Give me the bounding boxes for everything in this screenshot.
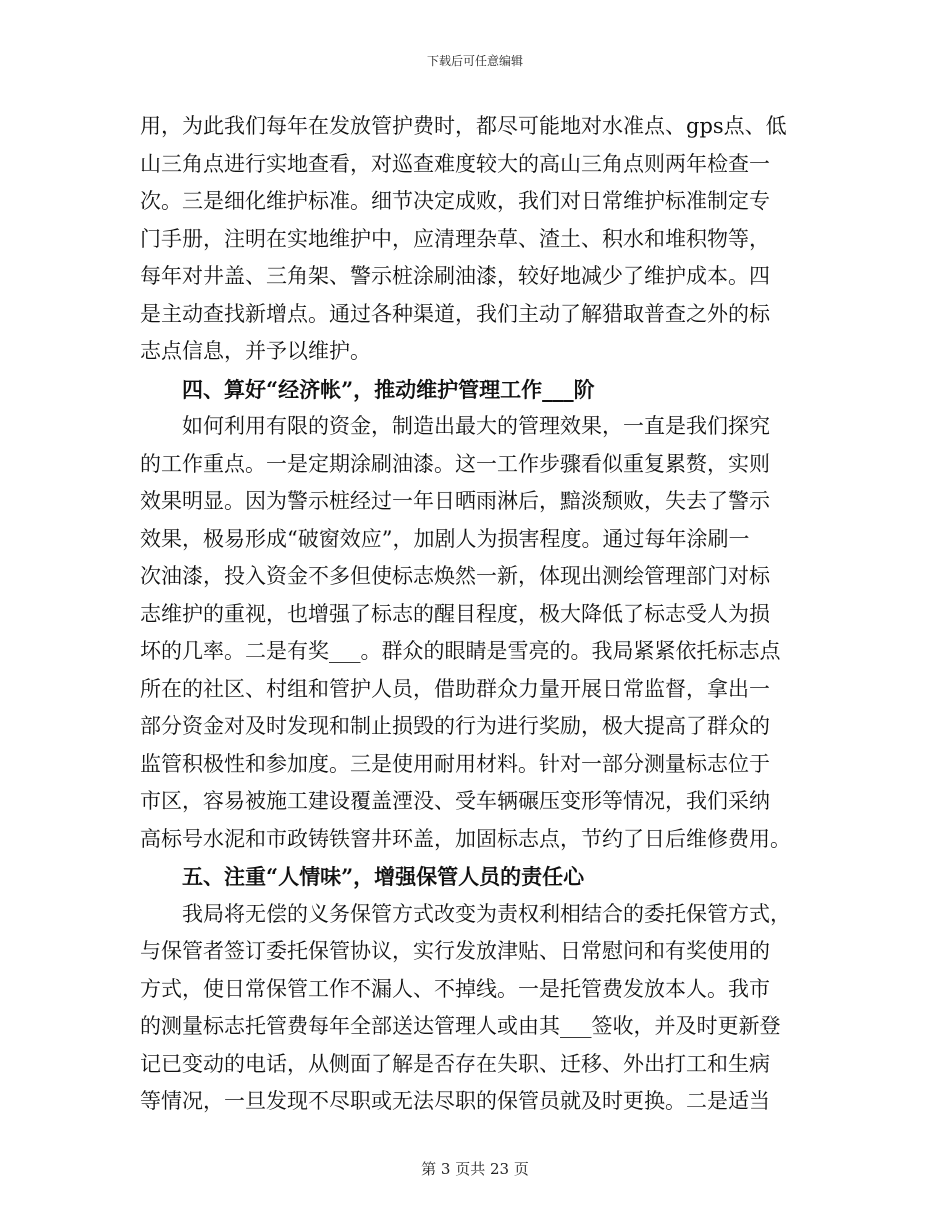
paragraph-line: 如何利用有限的资金，制造出最大的管理效果，一直是我们探究 [182,414,770,438]
paragraph-line: 所在的社区、村组和管护人员，借助群众力量开展日常监督，拿出一 [140,676,770,701]
paragraph-line: 每年对井盖、三角架、警示桩涂刷油漆，较好地减少了维护成本。四 [140,264,770,288]
document-body [140,108,812,1121]
paragraph-line: 次油漆，投入资金不多但使标志焕然一新，体现出测绘管理部门对标 [140,564,770,588]
section-heading: 四、算好“经济帐”，推动维护管理工作___阶 [182,376,595,402]
paragraph-line: 是主动查找新增点。通过各种渠道，我们主动了解猎取普查之外的标 [140,301,770,326]
paragraph-line: 用，为此我们每年在发放管护费时，都尽可能地对水准点、gps点、低 [140,114,787,138]
paragraph-line: 高标号水泥和市政铸铁窨井环盖，加固标志点，节约了日后维修费用。 [140,826,791,851]
paragraph-line: 志点信息，并予以维护。 [140,339,371,363]
paragraph-line: 效果，极易形成“破窗效应”，加剧人为损害程度。通过每年涂刷一 [140,526,750,551]
paragraph-line: 部分资金对及时发现和制止损毁的行为进行奖励，极大提高了群众的 [140,714,770,738]
paragraph-line: 方式，使日常保管工作不漏人、不掉线。一是托管费发放本人。我市 [140,976,770,1001]
page-footer: 第 3 页共 23 页 [421,1160,529,1178]
paragraph-line: 志维护的重视，也增强了标志的醒目程度，极大降低了标志受人为损 [140,601,770,626]
paragraph-line: 门手册，注明在实地维护中，应清理杂草、渣土、积水和堆积物等， [140,226,770,251]
paragraph-line: 次。三是细化维护标准。细节决定成败，我们对日常维护标准制定专 [140,189,770,213]
paragraph-line: 监管积极性和参加度。三是使用耐用材料。针对一部分测量标志位于 [140,751,770,776]
paragraph-line: 效果明显。因为警示桩经过一年日晒雨淋后，黯淡颓败，失去了警示 [140,489,770,513]
paragraph-line: 坏的几率。二是有奖___。群众的眼睛是雪亮的。我局紧紧依托标志点 [140,639,781,663]
page-header: 下载后可任意编辑 [426,54,523,68]
paragraph-line: 记已变动的电话，从侧面了解是否存在失职、迁移、外出打工和生病 [140,1051,770,1076]
paragraph-line: 的测量标志托管费每年全部送达管理人或由其___签收，并及时更新登 [140,1014,781,1038]
paragraph-line: 山三角点进行实地查看，对巡查难度较大的高山三角点则两年检查一 [140,151,770,176]
paragraph-line: 我局将无偿的义务保管方式改变为责权利相结合的委托保管方式， [182,901,791,926]
paragraph-line: 市区，容易被施工建设覆盖湮没、受车辆碾压变形等情况，我们采纳 [140,789,770,813]
paragraph-line: 等情况，一旦发现不尽职或无法尽职的保管员就及时更换。二是适当 [140,1089,770,1113]
paragraph-line: 的工作重点。一是定期涂刷油漆。这一工作步骤看似重复累赘，实则 [140,451,770,476]
section-heading: 五、注重“人情味”，增强保管人员的责任心 [182,864,585,889]
paragraph-line: 与保管者签订委托保管协议，实行发放津贴、日常慰问和有奖使用的 [140,939,770,963]
